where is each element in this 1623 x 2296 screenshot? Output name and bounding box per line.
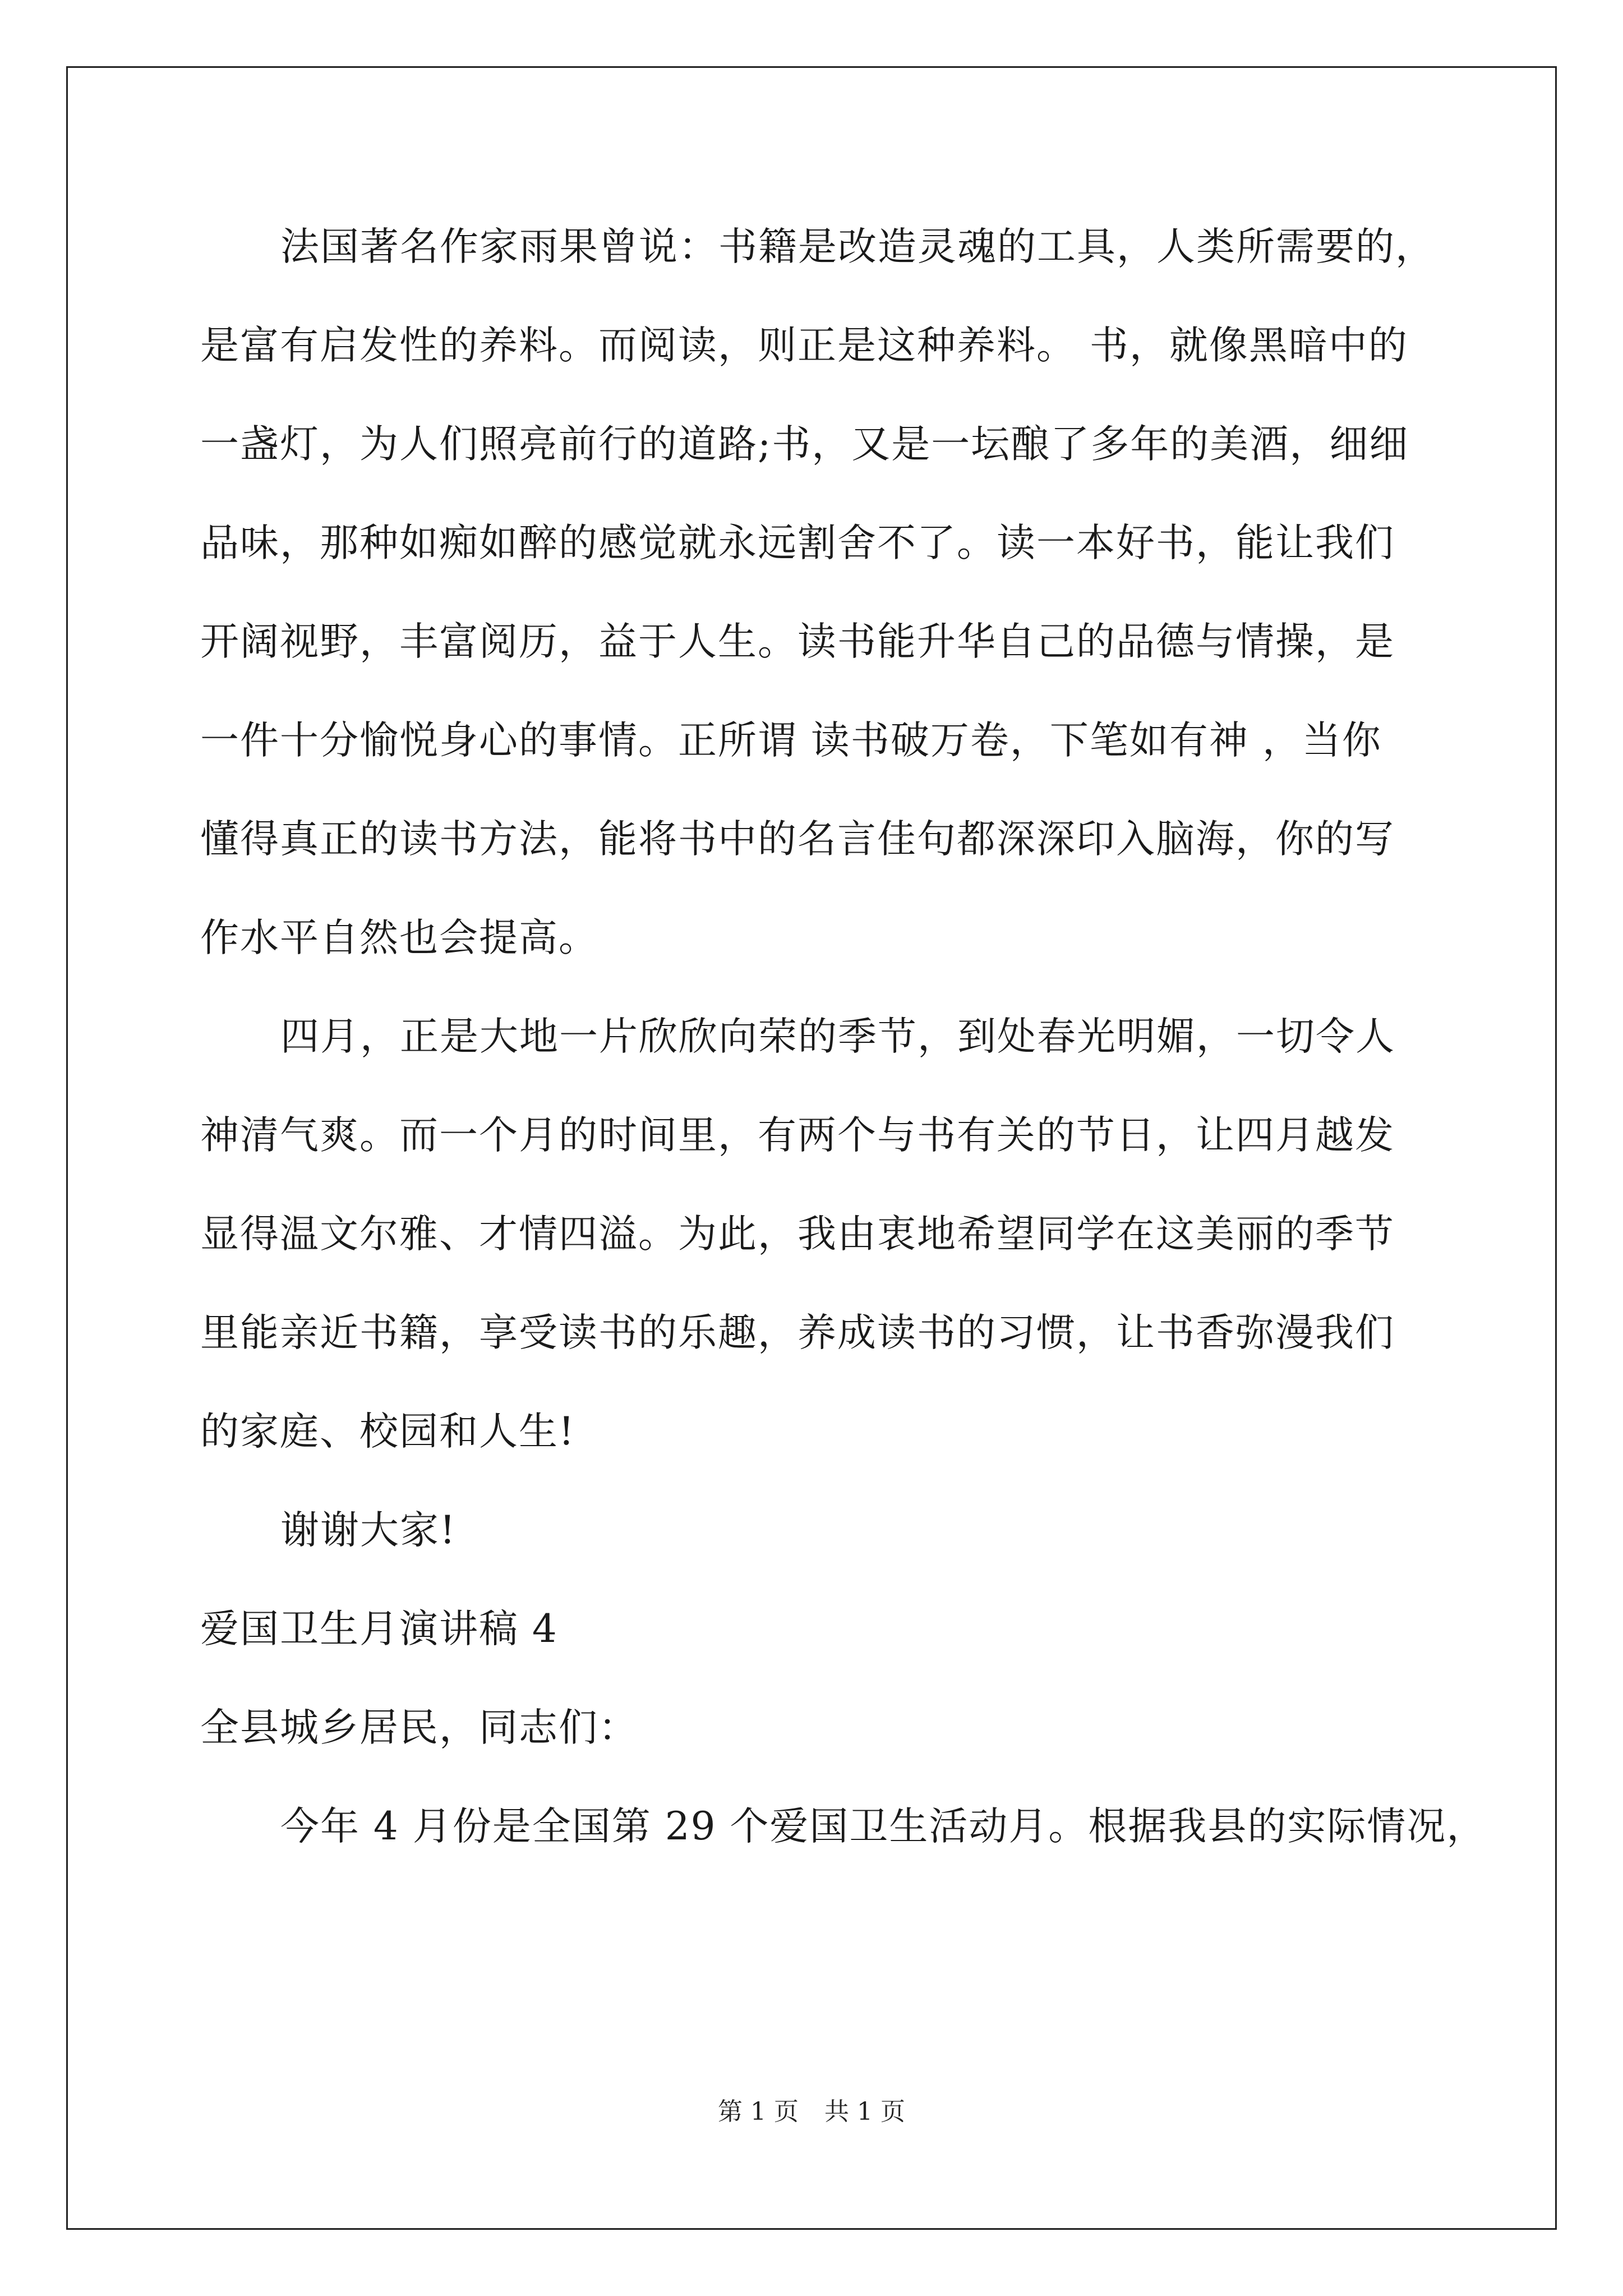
paragraph-line: 显得温文尔雅、才情四溢。为此，我由衷地希望同学在这美丽的季节 — [200, 1212, 1395, 1257]
paragraph-line: 作水平自然也会提高。 — [200, 915, 598, 960]
closing-line: 谢谢大家! — [280, 1508, 457, 1553]
paragraph-line: 里能亲近书籍，享受读书的乐趣，养成读书的习惯，让书香弥漫我们 — [200, 1310, 1395, 1355]
paragraph-line: 是富有启发性的养料。而阅读，则正是这种养料。 书，就像黑暗中的 — [200, 323, 1408, 368]
paragraph-line: 一件十分愉悦身心的事情。正所谓 读书破万卷，下笔如有神 ，当你 — [200, 718, 1382, 763]
paragraph-line: 品味，那种如痴如醉的感觉就永远割舍不了。读一本好书，能让我们 — [200, 521, 1395, 565]
document-body — [200, 213, 1487, 1892]
section-title: 爱国卫生月演讲稿 4 — [200, 1607, 558, 1651]
paragraph-line: 今年 4 月份是全国第 29 个爱国卫生活动月。根据我县的实际情况， — [280, 1804, 1487, 1849]
page-number: 第 1 页 — [718, 2097, 799, 2126]
paragraph-line: 法国著名作家雨果曾说：书籍是改造灵魂的工具，人类所需要的， — [280, 224, 1435, 269]
paragraph-line: 神清气爽。而一个月的时间里，有两个与书有关的节日，让四月越发 — [200, 1113, 1395, 1158]
paragraph-line: 一盏灯，为人们照亮前行的道路;书，又是一坛酿了多年的美酒，细细 — [200, 422, 1409, 467]
page-footer — [0, 2095, 1623, 2129]
paragraph-line: 懂得真正的读书方法，能将书中的名言佳句都深深印入脑海，你的写 — [200, 817, 1395, 862]
salutation: 全县城乡居民，同志们： — [200, 1705, 638, 1750]
paragraph-line: 的家庭、校园和人生! — [200, 1409, 575, 1454]
page-total: 共 1 页 — [824, 2097, 905, 2126]
paragraph-line: 开阔视野，丰富阅历，益于人生。读书能升华自己的品德与情操，是 — [200, 619, 1395, 664]
paragraph-line: 四月，正是大地一片欣欣向荣的季节，到处春光明媚，一切令人 — [280, 1014, 1395, 1059]
